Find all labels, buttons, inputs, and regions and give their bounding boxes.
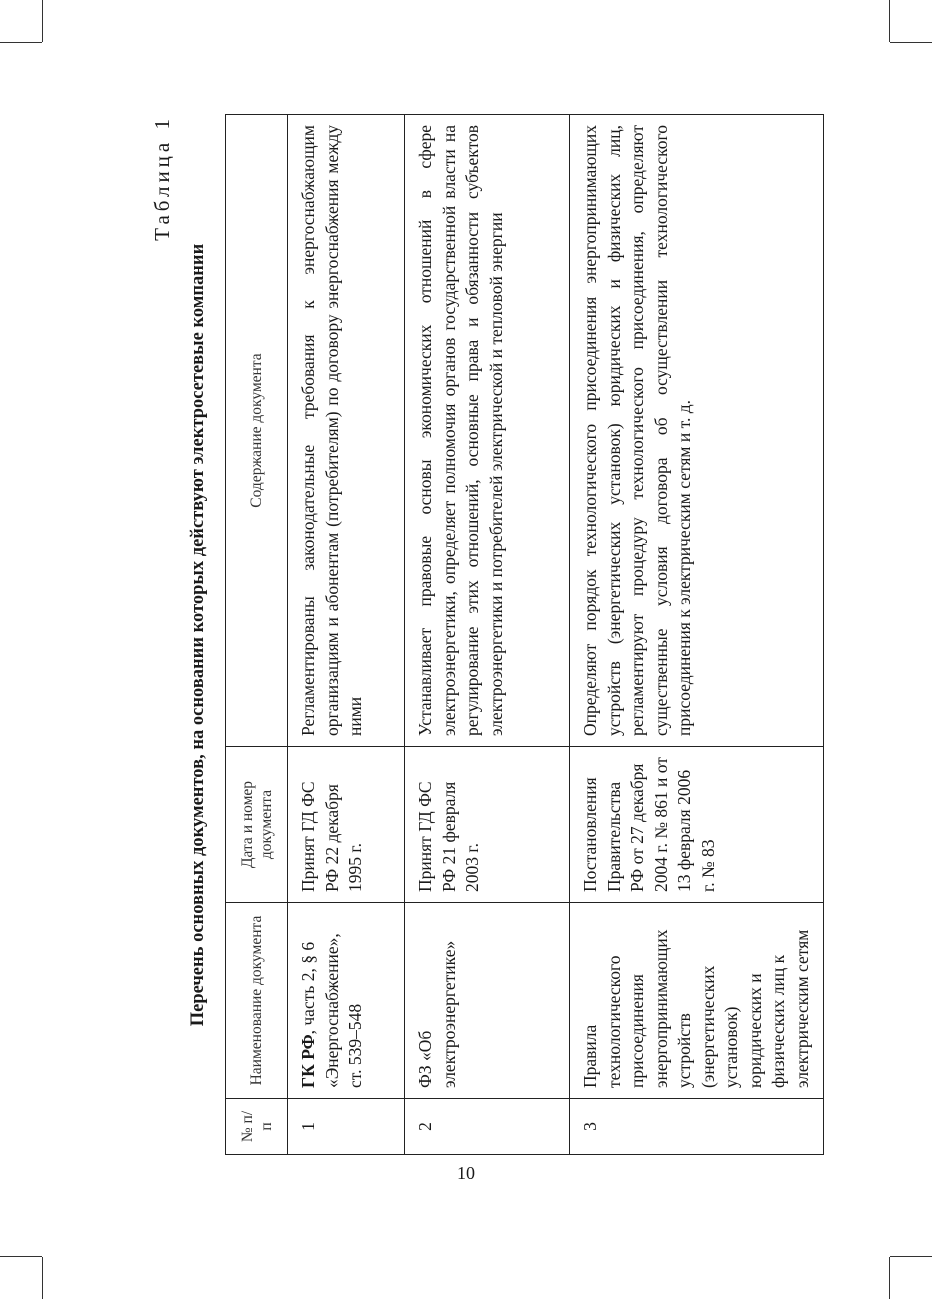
row-num: 1 [288, 1099, 405, 1155]
crop-mark-bottom-right-v [889, 1257, 890, 1299]
row-content: Определяют порядок технологического присоединения энергопринимающих устройств (энергетических установок) юридических и физических лиц, регламентируют процедуру технологического присоединения, определяют существенные условия договора об осуществлении технологического присоединения к электрическим сетям и т. д. [570, 115, 824, 747]
row-content: Регламентированы законодательные требования к энергоснабжающим организациям и абонентам (потребителям) по договору энергоснабжения между ними [288, 115, 405, 747]
header-num: № п/п [226, 1099, 288, 1155]
row-name-text: , часть 2, § 6 «Энергоснабжение», ст. 539–548 [298, 933, 365, 1088]
row-num: 3 [570, 1099, 824, 1155]
header-content: Содержание документа [226, 115, 288, 747]
table-row [405, 115, 570, 1155]
crop-mark-bottom-left-h [0, 1256, 42, 1257]
crop-mark-bottom-left-v [42, 1257, 43, 1299]
table-title: Перечень основных документов, на основании которых действуют электросетевые компании [188, 243, 208, 1027]
row-name: ФЗ «Об электроэнергетике» [405, 903, 570, 1099]
table-label: Таблица 1 [150, 115, 174, 241]
documents-table [225, 114, 824, 1155]
row-name: Правила технологического присоединения энергопринимающих устройств (энергетических установок) юридических и физических лиц к электрическим сетям [570, 903, 824, 1099]
row-content: Устанавливает правовые основы экономических отношений в сфере электроэнергетики, определяет полномочия органов государственной власти на регулирование этих отношений, основные права и обязанности субъектов электроэнергетики и потребителей электрической и тепловой энергии [405, 115, 570, 747]
table-header-row [226, 115, 288, 1155]
rotated-page-content [150, 115, 812, 1155]
row-name-bold: ГК РФ [298, 1034, 318, 1088]
crop-mark-bottom-right-h [890, 1256, 932, 1257]
row-name [288, 903, 405, 1099]
row-num: 2 [405, 1099, 570, 1155]
crop-mark-top-left-h [0, 42, 42, 43]
row-date: Постановления Правительства РФ от 27 декабря 2004 г. № 861 и от 13 февраля 2006 г. № 83 [570, 747, 824, 903]
page-number: 10 [457, 1163, 475, 1183]
row-date: Принят ГД ФС РФ 22 декабря 1995 г. [288, 747, 405, 903]
crop-mark-top-right-v [889, 0, 890, 42]
header-date: Дата и номер документа [226, 747, 288, 903]
table-row [288, 115, 405, 1155]
crop-mark-top-right-h [890, 42, 932, 43]
row-date: Принят ГД ФС РФ 21 февраля 2003 г. [405, 747, 570, 903]
header-name: Наименование документа [226, 903, 288, 1099]
crop-mark-top-left-v [42, 0, 43, 42]
table-row [570, 115, 824, 1155]
